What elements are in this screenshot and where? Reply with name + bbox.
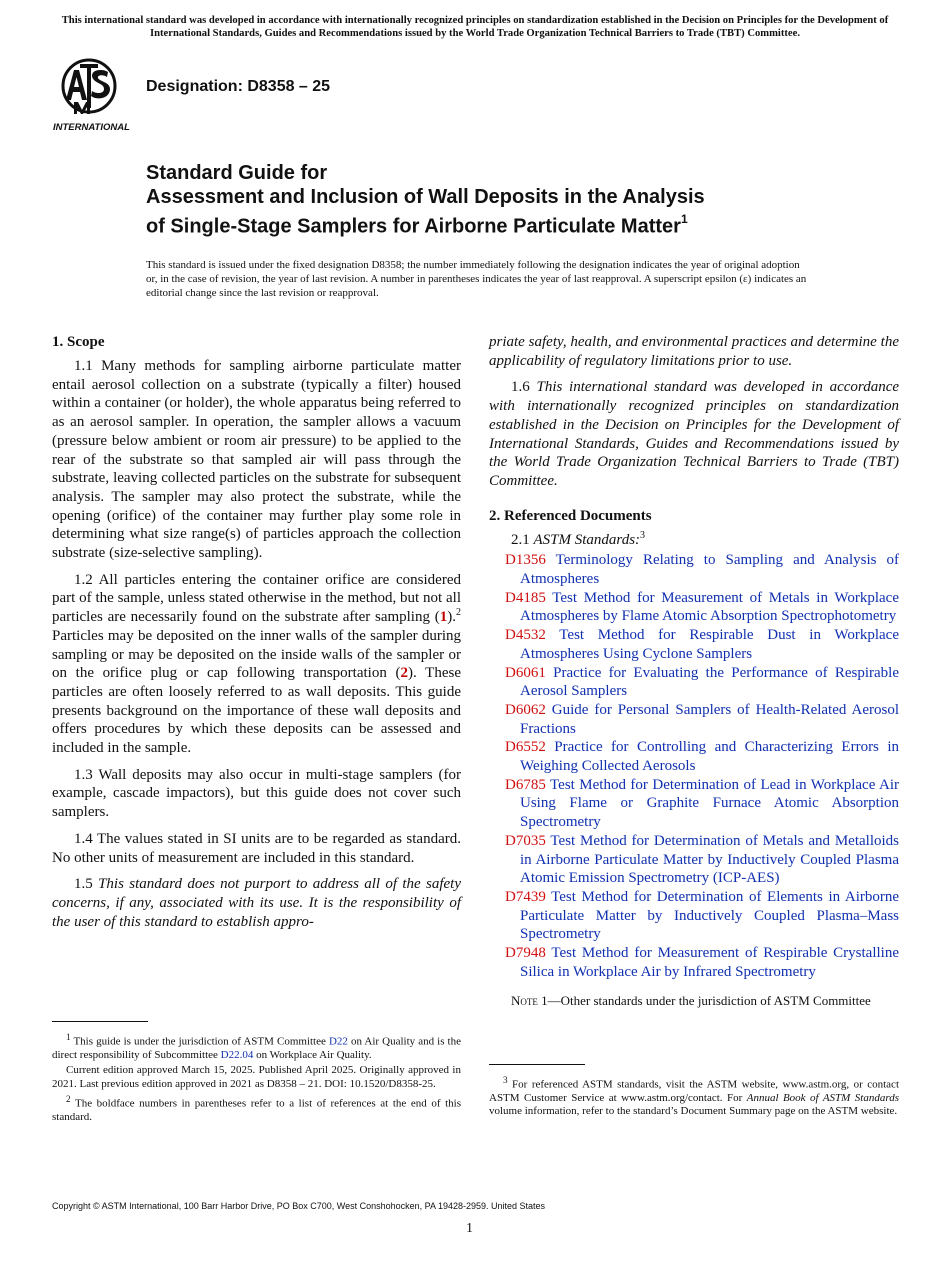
reference-item [489,888,899,944]
para-1-2: 1.2 All particles entering the container orifice are considered part of the sample, unless stated otherwise in the method, but not all particles are necessarily found on the substrate after sampling (1).$^2$ Particles may be deposited on the inner walls of the sampler during sampling or may be deposited on the inside walls of the sampler or on the orifice plug or cap following transportation (2). These particles are often loosely referred to as wall deposits. This guide presents background on the importance of these wall deposits and offers procedures by which these deposits can be assessed and included in the sample. [52,571,461,757]
reference-item [489,944,899,981]
reference-title-link[interactable]: Terminology Relating to Sampling and Analysis of Atmospheres [520,552,899,588]
footnote-mark-3: 3 [640,529,646,541]
reference-item [489,701,899,738]
footnotes-left [52,1031,461,1127]
referenced-documents-heading: 2. Referenced Documents [489,507,652,524]
page-number: 1 [466,1221,473,1236]
reference-code-link[interactable]: D4532 [505,627,546,644]
footnote-1: $^1$ This guide is under the jurisdiction of ASTM Committee D22 on Air Quality and is the direct responsibility of Subcommittee D22.04 on Workplace Air Quality. [52,1032,461,1062]
logo-text: INTERNATIONAL [53,122,130,133]
footnote-mark-2: 2 [456,607,461,619]
title-line-3 [146,209,846,239]
reference-code-link[interactable]: D6785 [505,776,546,793]
tbt-notice: This international standard was developed in accordance with internationally recognized principles on standardization established in the Decision on Principles for the Development of International Standards, Guides and Recommendations issued by the World Trade Organization Technical Barriers to Trade (TBT) Committee. [61,15,889,39]
reference-code-link[interactable]: D1356 [505,552,546,569]
scope-heading: 1. Scope [52,334,105,350]
reference-item [489,664,899,701]
para-1-3: 1.3 Wall deposits may also occur in multi-stage samplers (for example, cascade impactors), but this guide does not cover such samplers. [52,766,461,821]
reference-title-link[interactable]: Practice for Evaluating the Performance of Respirable Aerosol Samplers [520,664,900,700]
reference-title-link[interactable]: Test Method for Determination of Elements in Airborne Particulate Matter by Inductively Coupled Plasma–Mass Spectrometry [520,888,900,943]
left-column [52,333,461,939]
copyright: Copyright © ASTM International, 100 Barr Harbor Drive, PO Box C700, West Conshohocken, PA 19428-2959. United States [52,1201,546,1211]
reference-code-link[interactable]: D4185 [505,589,546,606]
astm-standards-subheading: 2.1 ASTM Standards:$^3$ [511,529,646,548]
reference-link-1[interactable]: 1 [439,609,448,626]
reference-item [489,589,899,626]
reference-item [489,832,899,888]
reference-code-link[interactable]: D7035 [505,832,546,849]
reference-code-link[interactable]: D6552 [505,739,546,756]
title-footnote-mark: 1 [680,212,688,226]
reference-title-link[interactable]: Test Method for Respirable Dust in Workplace Atmospheres Using Cyclone Samplers [520,627,899,662]
para-1-6: 1.6 This international standard was developed in accordance with internationally recognized principles on standardization established in the Decision on Principles for the Development of International Standards, Guides and Recommendations issued by the World Trade Organization Technical Barriers to Trade (TBT) Committee. [489,379,900,489]
reference-title-link[interactable]: Test Method for Measurement of Respirable Crystalline Silica in Workplace Air by Infrared Spectrometry [520,945,899,980]
footnote-rule-right [489,1064,585,1065]
footnote-2: $^2$ The boldface numbers in parentheses refer to a list of references at the end of this standard. [52,1094,461,1124]
reference-title-link[interactable]: Test Method for Determination of Metals and Metalloids in Airborne Particulate Matter by Inductively Coupled Plasma Atomic Emission Spectrometry (ICP-AES) [520,832,899,887]
reference-code-link[interactable]: D6061 [505,664,546,681]
title-line-2: Assessment and Inclusion of Wall Deposits in the Analysis [146,186,705,208]
footnote-1-edition: Current edition approved March 15, 2025. Published April 2025. Originally approved in 2021. Last previous edition approved in 2021 as D8358 – 21. DOI: 10.1520/D8358-25. [52,1064,461,1090]
right-column [489,333,899,1018]
para-1-4: 1.4 The values stated in SI units are to be regarded as standard. No other units of measurement are included in this standard. [52,830,461,866]
reference-item [489,776,899,832]
reference-title-link[interactable]: Test Method for Measurement of Metals in Workplace Atmospheres by Flame Atomic Absorption Spectrophotometry [520,589,899,625]
reference-title-link[interactable]: Test Method for Determination of Lead in Workplace Air Using Flame or Graphite Furnace Atomic Absorption Spectrometry [520,776,899,831]
para-1-5: 1.5 This standard does not purport to address all of the safety concerns, if any, associated with its use. It is the responsibility of the user of this standard to establish appro- [52,876,462,930]
subcommittee-d22-04-link[interactable]: D22.04 [220,1049,254,1062]
para-1-1: 1.1 Many methods for sampling airborne particulate matter entail aerosol collection on a substrate (typically a filter) housed within a container (or holder), the whole apparatus being referred to as an aerosol sampler. In operation, the sampler allows a vacuum (pressure below ambient or room air pressure) to be applied to the rear of the substrate so that sampled air will pass through the substrate, leaving collected particles on the substrate for subsequent analysis. The sampler may also protect the substrate, while the opening (orifice) of the container may further play some role in determining what size range(s) of particles approach the collection substrate (size-selective sampling). [52,358,461,562]
reference-code-link[interactable]: D7439 [505,888,546,905]
title-line-1: Standard Guide for [146,162,328,184]
reference-code-link[interactable]: D6062 [505,701,546,718]
para-1-5-continued: priate safety, health, and environmental practices and determine the applicability of regulatory limitations prior to use. [489,334,899,369]
committee-d22-link[interactable]: D22 [328,1035,348,1048]
footnotes-right [489,1074,899,1121]
title-line-3-text: of Single-Stage Samplers for Airborne Particulate Matter [146,215,681,238]
reference-link-2[interactable]: 2 [400,665,409,682]
reference-item [489,738,899,775]
reference-title-link[interactable]: Guide for Personal Samplers of Health-Related Aerosol Fractions [520,701,899,737]
document-title [146,161,846,239]
referenced-documents-list [489,551,899,981]
reference-title-link[interactable]: Practice for Controlling and Characterizing Errors in Weighing Collected Aerosols [520,739,900,775]
footnote-3: $^3$ For referenced ASTM standards, visit the ASTM website, www.astm.org, or contact ASTM Customer Service at www.astm.org/contact. For Annual Book of ASTM Standards volume information, refer to the standard’s Document Summary page on the ASTM website. [489,1075,899,1118]
astm-logo [52,56,136,134]
reference-code-link[interactable]: D7948 [505,945,546,962]
reference-item [489,551,899,588]
footnote-rule-left [52,1021,148,1022]
issue-note: This standard is issued under the fixed designation D8358; the number immediately following the designation indicates the year of original adoption or, in the case of revision, the year of last revision. A number in parentheses indicates the year of last reapproval. A superscript epsilon (ε) indicates an editorial change since the last revision or reapproval. [146,259,807,299]
reference-item [489,626,899,663]
designation: Designation: D8358 – 25 [146,78,331,95]
note-1: Note 1—Other standards under the jurisdiction of ASTM Committee [511,992,871,1008]
